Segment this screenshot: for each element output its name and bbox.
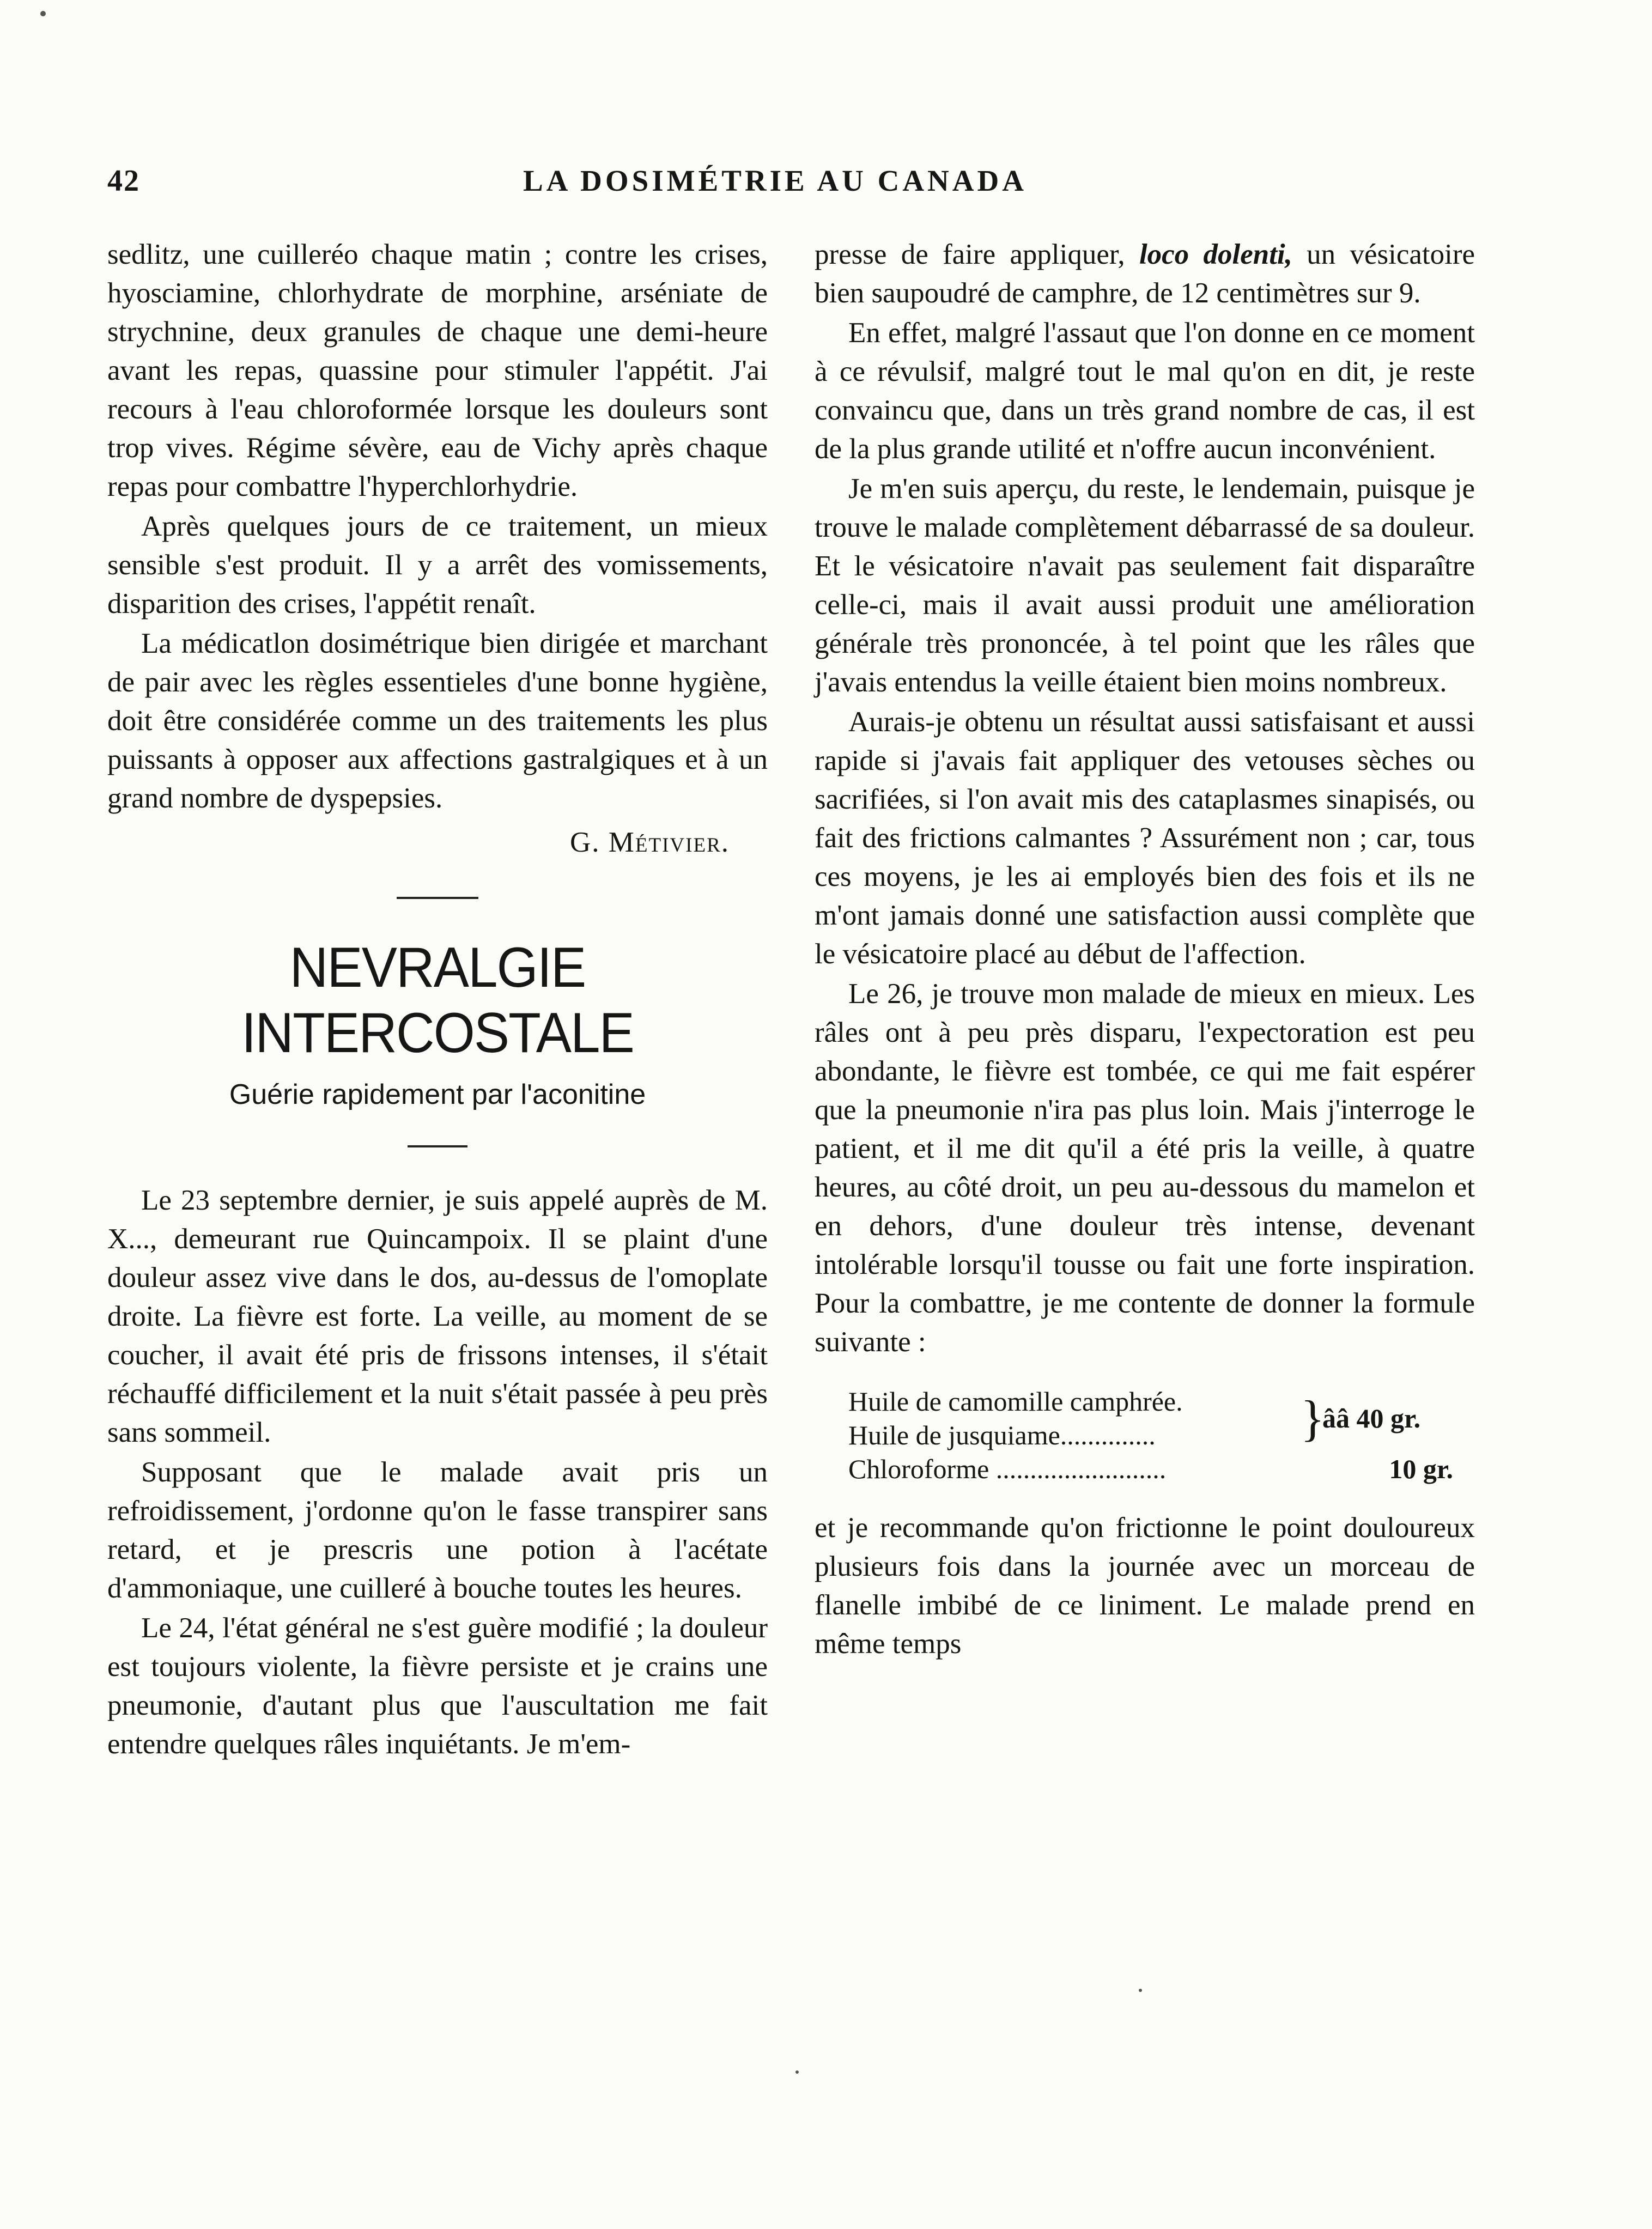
formula-ingredient: Huile de camomille camphrée. (848, 1386, 1183, 1417)
paragraph: Après quelques jours de ce traitement, un mieux sensible s'est produit. Il y a arrêt des vomissements, disparition des crises, l'appétit renaît. (107, 511, 768, 619)
paragraph: Aurais-je obtenu un résultat aussi satisfaisant et aussi rapide si j'avais fait appliquer des vetouses sèches ou sacrifiées, si l'on avait mis des cataplasmes sinapisés, ou fait des frictions calmantes ? Assurément non ; car, tous ces moyens, je les ai employés bien des fois et ils ne m'ont jamais donné une satisfaction aussi complète que le vésicatoire placé au début de l'affection. (815, 706, 1475, 970)
formula-dose: 10 gr. (1389, 1454, 1453, 1484)
paragraph: Le 26, je trouve mon malade de mieux en mieux. Les râles ont à peu près disparu, l'expectoration est peu abondante, le fièvre est tombée, ce qui me fait espérer que la pneumonie n'ira pas plus loin. Mais j'interroge le patient, et il me dit qu'il a été pris la veille, à quatre heures, au côté droit, un peu au-dessous du mamelon et en dehors, d'une douleur très intense, devenant intolérable lorsqu'il tousse ou fait une forte inspiration. Pour la combattre, je me contente de donner la formule suivante : (815, 978, 1475, 1358)
ink-speck (1139, 1989, 1142, 1992)
paragraph: Le 24, l'état général ne s'est guère modifié ; la douleur est toujours violente, la fièvre persiste et je crains une pneumonie, d'autant plus que l'auscultation me fait entendre quelques râles inquiétants. Je m'em- (107, 1612, 768, 1760)
ink-speck (795, 2070, 799, 2074)
paragraph: En effet, malgré l'assaut que l'on donne en ce moment à ce révulsif, malgré tout le mal qu'on en dit, je reste convaincu que, dans un très grand nombre de cas, il est de la plus grande utilité et n'offre aucun inconvénient. (815, 317, 1475, 465)
paragraph: La médicatlon dosimétrique bien dirigée et marchant de pair avec les règles essentieles d'une bonne hygiène, doit être considérée comme un des traitements les plus puissants à opposer aux affections gastralgiques et à un grand nombre de dyspepsies. (107, 628, 768, 814)
running-title: LA DOSIMÉTRIE AU CANADA (523, 164, 1027, 197)
paragraph: Je m'en suis aperçu, du reste, le lendemain, puisque je trouve le malade complètement débarrassé de sa douleur. Et le vésicatoire n'avait pas seulement fait disparaître celle-ci, mais il avait aussi produit une amélioration générale très prononcée, à tel point que les râles que j'avais entendus la veille étaient bien moins nombreux. (815, 473, 1475, 698)
formula-ingredient: Huile de jusquiame.............. (848, 1420, 1156, 1450)
paragraph (815, 235, 1475, 313)
right-column (815, 235, 1475, 1663)
formula-dose: ââ 40 gr. (1322, 1403, 1421, 1434)
latin-phrase: loco dolenti, (1139, 239, 1292, 270)
formula-ingredient: Chloroforme ......................... (848, 1454, 1167, 1484)
section-title: NEVRALGIE INTERCOSTALE (241, 936, 634, 1065)
section-subtitle: Guérie rapidement par l'aconitine (229, 1079, 646, 1110)
author-signature: G. Métivier. (570, 827, 730, 858)
paragraph: Supposant que le malade avait pris un refroidissement, j'ordonne qu'on le fasse transpirer sans retard, et je prescris une potion à l'acétate d'ammoniaque, une cuilleré à bouche toutes les heures. (107, 1456, 768, 1604)
paragraph: sedlitz, une cuilleréo chaque matin ; contre les crises, hyosciamine, chlorhydrate de morphine, arséniate de strychnine, deux granules de chaque une demi-heure avant les repas, quassine pour stimuler l'appétit. J'ai recours à l'eau chloroformée lorsque les douleurs sont trop vives. Régime sévère, eau de Vichy après chaque repas pour combattre l'hyperchlorhydrie. (107, 239, 768, 502)
brace-glyph: } (1301, 1390, 1325, 1446)
paragraph: Le 23 septembre dernier, je suis appelé auprès de M. X..., demeurant rue Quincampoix. Il se plaint d'une douleur assez vive dans le dos, au-dessus de l'omoplate droite. La fièvre est forte. La veille, au moment de se coucher, il avait été pris de frissons intenses, il s'était réchauffé difficilement et la nuit s'était passée à peu près sans sommeil. (107, 1185, 768, 1448)
left-column (107, 235, 768, 1764)
section-divider (397, 897, 478, 899)
prescription-formula (848, 1384, 1475, 1486)
ink-speck (40, 11, 46, 16)
text-run: presse de faire appliquer, (815, 239, 1139, 270)
subtitle-divider (408, 1145, 467, 1147)
page-number: 42 (107, 164, 140, 198)
text-run: un vésicatoire bien saupoudré de camphre, de 12 centimètres sur 9. (815, 239, 1475, 309)
paragraph: et je recommande qu'on frictionne le point douloureux plusieurs fois dans la journée avec un morceau de flanelle imbibé de ce liniment. Le malade prend en même temps (815, 1512, 1475, 1660)
